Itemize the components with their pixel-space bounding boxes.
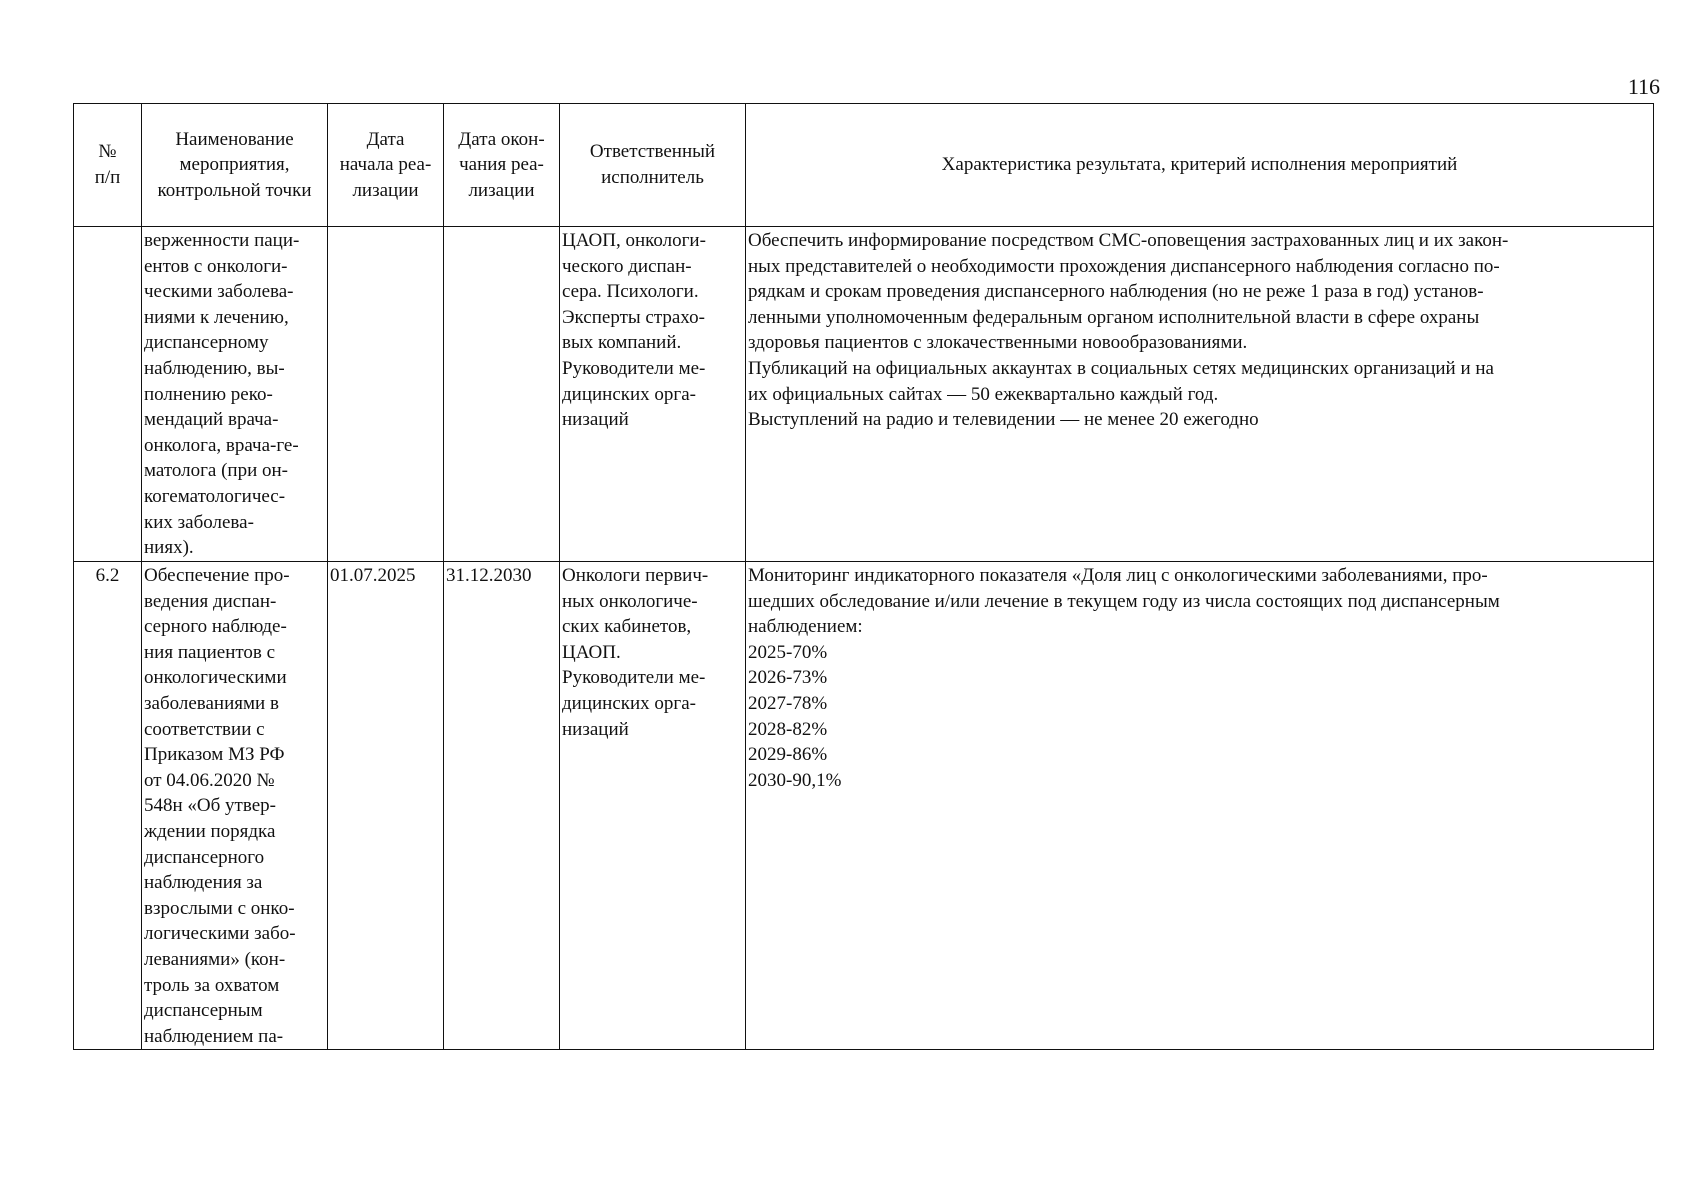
table-header-row — [74, 104, 1654, 227]
cell-start-date — [328, 227, 444, 562]
cell-number — [74, 227, 142, 562]
activities-table — [73, 103, 1654, 1050]
header-number: № п/п — [74, 104, 142, 227]
cell-end-date — [444, 227, 560, 562]
cell-activity-name: Обеспечение про- ведения диспан- серного наблюде- ния пациентов с онкологическими заболеваниями в соответствии с Приказом МЗ РФ от 04.06.2020 № 548н «Об утвер- ждении порядка диспансерного наблюдения за взрослыми с онко- логическими забо- леваниями» (кон- троль за охватом диспансерным наблюдением па- — [142, 562, 328, 1050]
page-number: 116 — [1627, 74, 1660, 99]
header-executor: Ответственный исполнитель — [560, 104, 746, 227]
header-start-date: Дата начала реа- лизации — [328, 104, 444, 227]
cell-start-date: 01.07.2025 — [328, 562, 444, 1050]
cell-number: 6.2 — [74, 562, 142, 1050]
table-row — [74, 562, 1654, 1050]
cell-result: Обеспечить информирование посредством СМС-оповещения застрахованных лиц и их закон- ных представителей о необходимости прохождения диспансерного наблюдения согласно по- рядкам и срокам проведения диспансерного наблюдения (но не реже 1 раза в год) установ- ленными уполномоченным федеральным органом исполнительной власти в сфере охраны здоровья пациентов с злокачественными новообразованиями. Публикаций на официальных аккаунтах в социальных сетях медицинских организаций и на их официальных сайтах — 50 ежеквартально каждый год. Выступлений на радио и телевидении — не менее 20 ежегодно — [746, 227, 1654, 562]
cell-executor: Онкологи первич- ных онкологиче- ских кабинетов, ЦАОП. Руководители ме- дицинских орга- низаций — [560, 562, 746, 1050]
cell-result: Мониторинг индикаторного показателя «Доля лиц с онкологическими заболеваниями, про- шедших обследование и/или лечение в текущем году из числа состоящих под диспансерным наблюдением: 2025-70% 2026-73% 2027-78% 2028-82% 2029-86% 2030-90,1% — [746, 562, 1654, 1050]
header-end-date: Дата окон- чания реа- лизации — [444, 104, 560, 227]
cell-activity-name: верженности паци- ентов с онкологи- ческими заболева- ниями к лечению, диспансерному наблюдению, вы- полнению реко- мендаций врача- онколога, врача-ге- матолога (при он- когематологичес- ких заболева- ниях). — [142, 227, 328, 562]
cell-end-date: 31.12.2030 — [444, 562, 560, 1050]
header-activity-name: Наименование мероприятия, контрольной точки — [142, 104, 328, 227]
table-row — [74, 227, 1654, 562]
cell-executor: ЦАОП, онкологи- ческого диспан- сера. Психологи. Эксперты страхо- вых компаний. Руководители ме- дицинских орга- низаций — [560, 227, 746, 562]
header-result: Характеристика результата, критерий исполнения мероприятий — [746, 104, 1654, 227]
